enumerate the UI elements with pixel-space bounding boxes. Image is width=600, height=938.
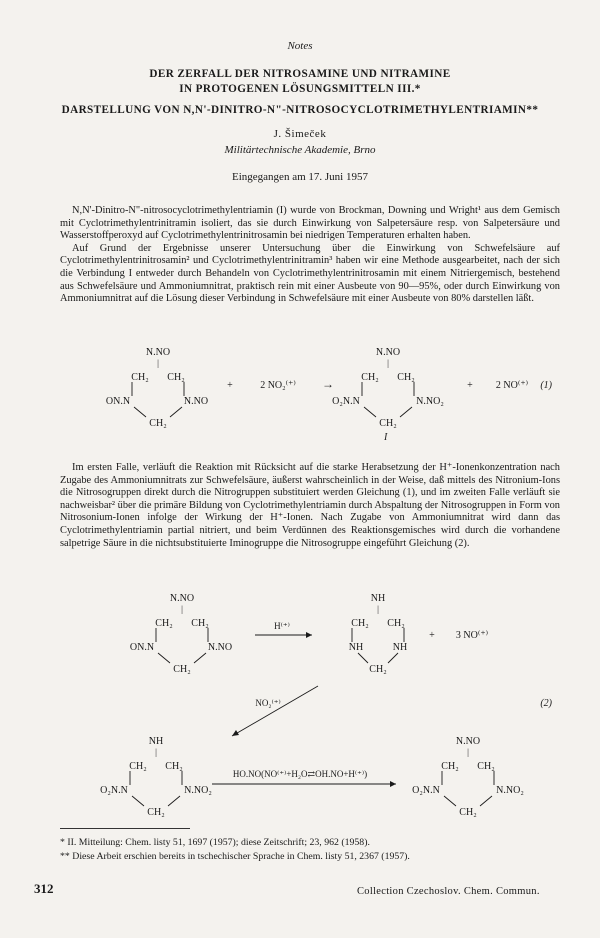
- ring2-ch2-right: CH₂: [397, 372, 415, 383]
- ring6-ch2-left: CH₂: [441, 761, 459, 772]
- ring4-ch2-right: CH₂: [387, 618, 405, 629]
- equation-1-scheme: [60, 342, 560, 438]
- ring4-top-nh: NH: [370, 593, 386, 604]
- ring4-left-nh: NH: [348, 642, 364, 653]
- author: J. Šimeček: [273, 128, 327, 140]
- ring3-ch2-left: CH₂: [155, 618, 173, 629]
- ring1-ch2-left: CH₂: [131, 372, 149, 383]
- page-number: 312: [34, 881, 54, 896]
- ring1-top-nitroso: N.NO: [145, 347, 171, 358]
- footnote-rule: [60, 828, 190, 829]
- title-line-2: IN PROTOGENEN LÖSUNGSMITTELN III.*: [179, 83, 421, 95]
- running-header: Notes: [287, 40, 313, 52]
- ring5-top-nh: NH: [148, 736, 164, 747]
- ring5-bar: |: [155, 747, 157, 757]
- ring4-right-nh: NH: [392, 642, 408, 653]
- footnote-1: * II. Mitteilung: Chem. listy 51, 1697 (1957); diese Zeitschrift; 23, 962 (1958).: [60, 837, 370, 848]
- ring3-bar: |: [181, 604, 183, 614]
- ring3-left-nitroso: ON.N: [129, 642, 155, 653]
- eq2-h-reagent: H⁽⁺⁾: [274, 621, 290, 631]
- ring3-right-nitroso: N.NO: [207, 642, 233, 653]
- ring4-ch2-left: CH₂: [351, 618, 369, 629]
- received-date: Eingegangen am 17. Juni 1957: [232, 171, 368, 183]
- compound-label-I: I: [384, 432, 388, 443]
- equation-2-scheme: [60, 588, 560, 820]
- paragraph-3: Im ersten Falle, verläuft die Reaktion mit Rücksicht auf die starke Herabsetzung der H⁺-Ionenkonzentration nach Zugabe des Ammoniumnitrats zur Schwefelsäure, äußerst wahrscheinlich in der Weise, daß mittels des Nitronium-Ions die Nitrosogruppen direkt durch die Nitrogruppen substituiert werden Gleichung (1), und im zweiten Falle verläuft sie nachweisbar² über die primäre Bildung von Cyclotrimethylentriamin durch Abspaltung der Nitrosogruppen in Form von Nitrosonium-Ionen infolge der Wirkung der H⁺-Ionen. Nach Zugabe von Ammoniumnitrat wird dann das Cyclotrimethylentriamin partial nitriert, und beim Verdünnen des Reaktionsgemisches wird durch die vorhandene salpetrige Säure in die nichtsubstituierte Iminogruppe die Nitrosogruppe eingeführt Gleichung (2).: [60, 462, 560, 549]
- ring5-left-nitro: O₂N.N: [100, 785, 128, 796]
- ring1-ch2-right: CH₂: [167, 372, 185, 383]
- journal-name: Collection Czechoslov. Chem. Commun.: [357, 886, 540, 897]
- ring2-left-nitro: O₂N.N: [332, 396, 360, 407]
- ring5-ch2-bottom: CH₂: [147, 807, 165, 818]
- ring2-right-nitro: N.NO₂: [416, 396, 444, 407]
- ring5-ch2-left: CH₂: [129, 761, 147, 772]
- affiliation: Militärtechnische Akademie, Brno: [224, 144, 376, 156]
- eq1-arrow: →: [322, 377, 334, 391]
- ring5-right-nitro: N.NO₂: [184, 785, 212, 796]
- ring6-bar: |: [467, 747, 469, 757]
- ring2-ch2-bottom: CH₂: [379, 418, 397, 429]
- ring2-top-nitroso: N.NO: [375, 347, 401, 358]
- footnote-2: ** Diese Arbeit erschien bereits in tschechischer Sprache in Chem. listy 51, 2367 (1957).: [60, 851, 410, 862]
- eq1-plus-2: +: [467, 380, 473, 391]
- ring6-top-nitroso: N.NO: [455, 736, 481, 747]
- paragraph-2: Auf Grund der Ergebnisse unserer Untersuchung über die Einwirkung von Schwefelsäure auf Cyclotrimethylentrinitrosamin² und Cyclotrimethylentrinitramin³ haben wir eine Methode ausgearbeitet, nach der sich die Verbindung I entweder durch Behandeln von Cyclotrimethylentrinitrosamin mit einem Nitriergemisch, bestehend aus Schwefelsäure und Ammoniumnitrat, praktisch rein mit einer Ausbeute von 90—95%, oder durch Einwirkung von Ammoniumnitrat auf die Lösung dieser Verbindung in Schwefelsäure mit einer Ausbeute von 80% darstellen läßt.: [60, 242, 560, 305]
- ring5-ch2-right: CH₂: [165, 761, 183, 772]
- title-line-1: DER ZERFALL DER NITROSAMINE UND NITRAMINE: [149, 68, 451, 80]
- discussion-paragraph: [60, 462, 560, 550]
- eq1-byproduct: 2 NO⁽⁺⁾: [495, 380, 529, 391]
- ring6-left-nitro: O₂N.N: [412, 785, 440, 796]
- eq2-number: (2): [540, 698, 552, 709]
- ring6-right-nitro: N.NO₂: [496, 785, 524, 796]
- ring6-ch2-bottom: CH₂: [459, 807, 477, 818]
- eq2-final-reagent: HO.NO(NO⁽⁺⁾+H₂O⇄OH.NO+H⁽⁺⁾): [232, 769, 368, 779]
- ring1-bar: |: [157, 358, 159, 368]
- ring1-right-nitroso: N.NO: [183, 396, 209, 407]
- ring4-ch2-bottom: CH₂: [369, 664, 387, 675]
- ring2-bar: |: [387, 358, 389, 368]
- ring4-bar: |: [377, 604, 379, 614]
- intro-paragraphs: [60, 205, 560, 306]
- eq1-plus-1: +: [227, 380, 233, 391]
- ring3-ch2-bottom: CH₂: [173, 664, 191, 675]
- ring6-ch2-right: CH₂: [477, 761, 495, 772]
- ring2-ch2-left: CH₂: [361, 372, 379, 383]
- ring1-ch2-bottom: CH₂: [149, 418, 167, 429]
- ring1-left-nitroso: ON.N: [105, 396, 131, 407]
- paragraph-1: N,N'-Dinitro-N"-nitrosocyclotrimethylentriamin (I) wurde von Brockman, Downing und Wright¹ aus dem Gemisch mit Cyclotrimethylentrinitramin isoliert, das sie durch Einwirkung von Salpetersäure resp. von Salpetersäure und Wasserstoffperoxyd auf Cyclotrimethylentrinitrosamin bei niedrigen Temperaturen erhalten haben.: [60, 205, 560, 242]
- eq2-no2-reagent: NO₂⁽⁺⁾: [255, 698, 281, 708]
- title-line-3: DARSTELLUNG VON N,N'-DINITRO-N"-NITROSOCYCLOTRIMETHYLENTRIAMIN**: [61, 104, 539, 116]
- eq1-number: (1): [540, 380, 552, 391]
- eq2-byproduct: 3 NO⁽⁺⁾: [455, 630, 489, 641]
- ring3-top-nitroso: N.NO: [169, 593, 195, 604]
- eq2-plus: +: [429, 630, 435, 641]
- ring3-ch2-right: CH₂: [191, 618, 209, 629]
- eq1-reagent: 2 NO₂⁽⁺⁾: [260, 380, 296, 391]
